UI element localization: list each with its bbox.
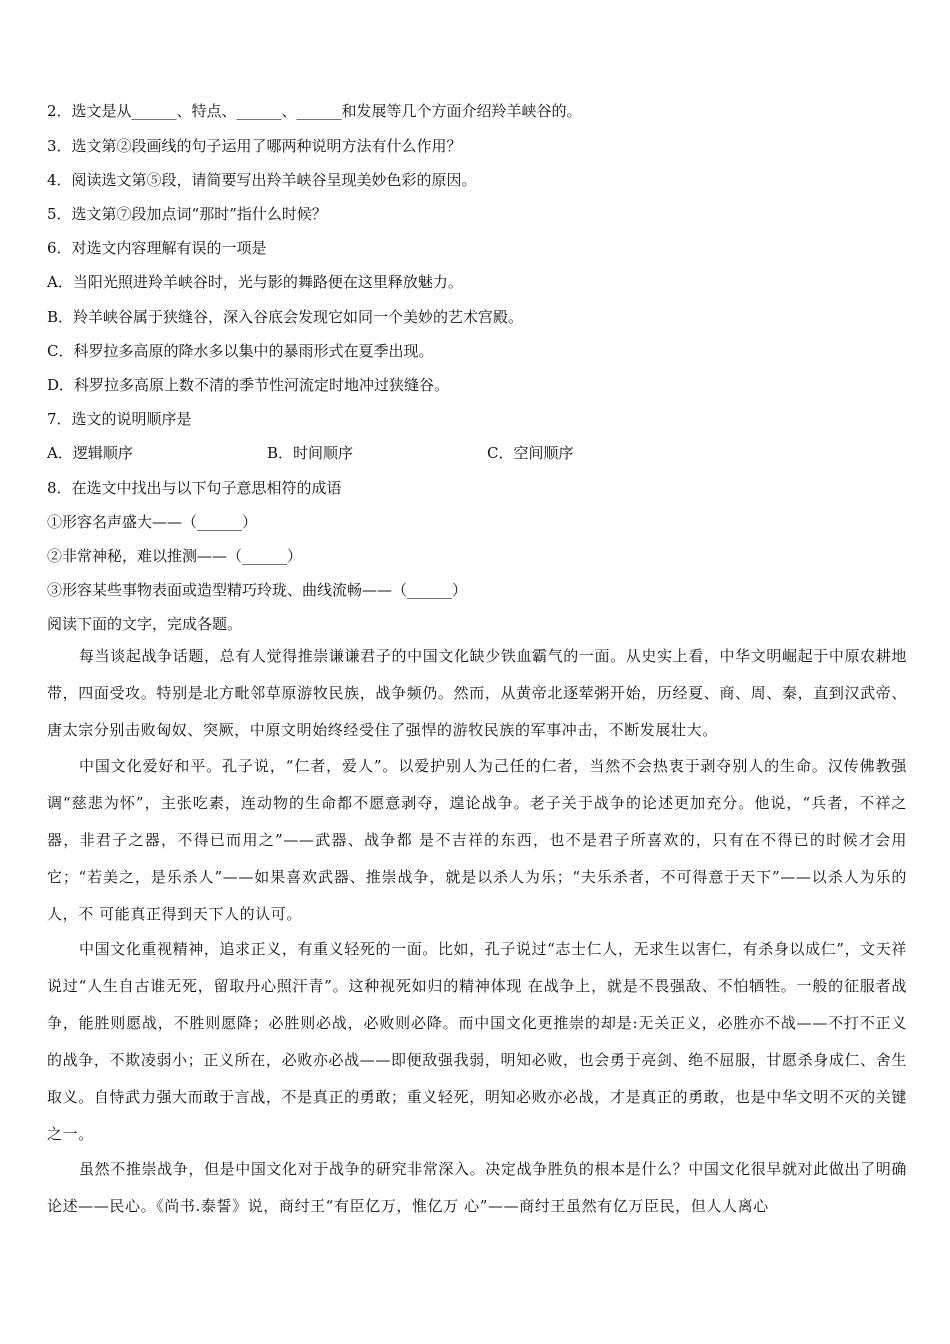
question-6-option-b: B．羚羊峡谷属于狭缝谷，深入谷底会发现它如同一个美妙的艺术宫殿。 — [47, 308, 524, 326]
question-6-option-c: C．科罗拉多高原的降水多以集中的暴雨形式在夏季出现。 — [47, 342, 434, 360]
question-7-option-c: C．空间顺序 — [487, 444, 574, 462]
question-8: 8．在选文中找出与以下句子意思相符的成语 — [47, 479, 342, 497]
reading-paragraph-2: 中国文化爱好和平。孔子说，“仁者，爱人”。以爱护别人为己任的仁者，当然不会热衷于剥夺别人的生命。汉传佛教强调“慈悲为怀”，主张吃素，连动物的生命都不愿意剥夺，遑论战争。老子关于战争的论述更加充分。他说，“兵者，不祥之器，非君子之器，不得已而用之”——武器、战争都 是不吉祥的东西，也不是君子所喜欢的，只有在不得已的时候才会用它；“若美之，是乐杀人”——如果喜欢武器、推崇战争，就是以杀人为乐；“夫乐杀者，不可得意于天下”——以杀人为乐的人，不 可能真正得到天下人的认可。 — [47, 757, 907, 923]
reading-paragraph-4: 虽然不推崇战争，但是中国文化对于战争的研究非常深入。决定战争胜负的根本是什么？中国文化很早就对此做出了明确论述——民心。《尚书.泰誓》说，商纣王“有臣亿万，惟亿万 心”——商纣王虽然有亿万臣民，但人人离心 — [47, 1160, 907, 1215]
question-4: 4．阅读选文第⑤段，请简要写出羚羊峡谷呈现美妙色彩的原因。 — [47, 171, 477, 189]
question-6-option-d: D．科罗拉多高原上数不清的季节性河流定时地冲过狭缝谷。 — [47, 376, 450, 394]
question-8-item-2: ②非常神秘，难以推测——（______） — [47, 547, 303, 565]
reading-paragraph-3: 中国文化重视精神，追求正义，有重义轻死的一面。比如，孔子说过“志士仁人，无求生以害仁，有杀身以成仁”，文天祥说过“人生自古谁无死，留取丹心照汗青”。这种视死如归的精神体现 在战争上，就是不畏强敌、不怕牺牲。一般的征服者战争，能胜则愿战，不胜则愿降；必胜则必战，必败则必降。而中国文化更推崇的却是:无关正义，必胜亦不战——不打不正义的战争，不欺凌弱小；正义所在，必败亦必战——即便敌强我弱，明知必败，也会勇于亮剑、绝不屈服，甘愿杀身成仁、舍生取义。自恃武力强大而敢于言战，不是真正的勇敢；重义轻死，明知必败亦必战，才是真正的勇敢，也是中华文明不灭的关键之一。 — [47, 940, 907, 1143]
question-5: 5．选文第⑦段加点词“那时”指什么时候？ — [47, 205, 327, 223]
question-7: 7．选文的说明顺序是 — [47, 410, 192, 428]
reading-intro: 阅读下面的文字，完成各题。 — [47, 615, 243, 633]
reading-paragraph-1: 每当谈起战争话题，总有人觉得推崇谦谦君子的中国文化缺少铁血霸气的一面。从史实上看，中华文明崛起于中原农耕地带，四面受攻。特别是北方毗邻草原游牧民族，战争频仍。然而，从黄帝北逐荤粥开始，历经夏、商、周、秦，直到汉武帝、唐太宗分别击败匈奴、突厥，中原文明始终经受住了强悍的游牧民族的军事冲击，不断发展壮大。 — [47, 647, 907, 739]
question-7-option-b: B．时间顺序 — [267, 444, 354, 462]
question-2: 2．选文是从______、特点、______、______和发展等几个方面介绍羚羊峡谷的。 — [47, 102, 582, 120]
question-8-item-3: ③形容某些事物表面或造型精巧玲珑、曲线流畅——（______） — [47, 581, 468, 599]
question-6-option-a: A．当阳光照进羚羊峡谷时，光与影的舞路便在这里释放魅力。 — [47, 273, 463, 291]
question-7-option-a: A．逻辑顺序 — [47, 444, 133, 462]
question-8-item-1: ①形容名声盛大——（______） — [47, 513, 258, 531]
question-6: 6．对选文内容理解有误的一项是 — [47, 239, 267, 257]
question-3: 3．选文第②段画线的句子运用了哪两种说明方法有什么作用？ — [47, 137, 462, 155]
